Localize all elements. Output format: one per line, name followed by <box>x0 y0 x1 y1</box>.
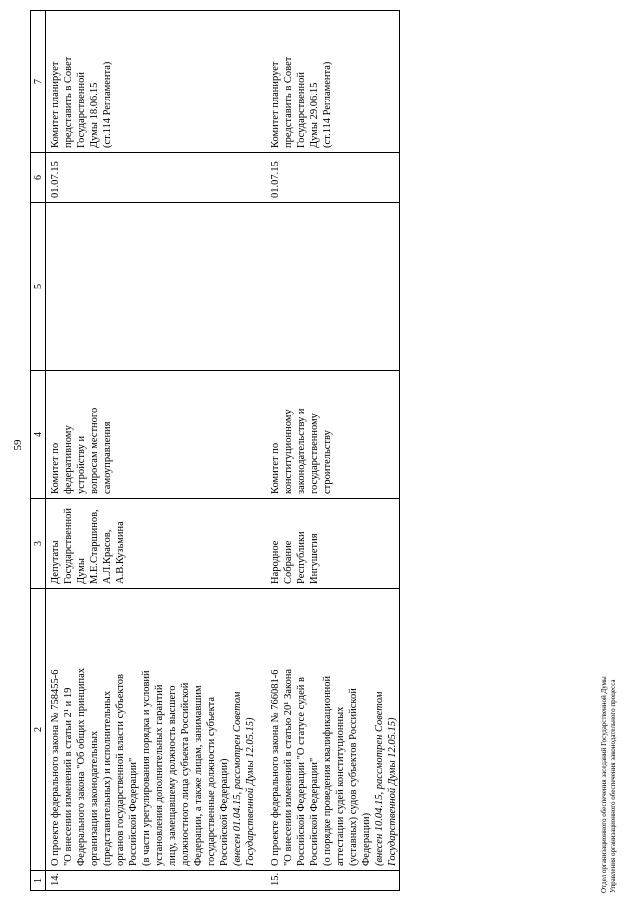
bill-title-line: Российской Федерации) <box>219 758 230 866</box>
table-row <box>267 11 400 891</box>
bill-title-line: "О внесении изменений в статью 20¹ Закона <box>283 668 294 866</box>
committee-cell <box>46 371 268 499</box>
bill-title-line: организации законодательных <box>89 730 100 866</box>
initiator-line: Думы <box>76 558 87 584</box>
bill-title-cell <box>46 589 268 871</box>
bill-title-line: Федерации) <box>361 812 372 866</box>
date-cell <box>46 153 268 203</box>
committee-line: вопросам местного <box>89 407 100 494</box>
plan-line: Государственной <box>76 72 87 148</box>
date-value: 01.07.15 <box>270 161 281 198</box>
column-number: 3 <box>31 499 46 589</box>
column-number: 5 <box>31 203 46 371</box>
initiator-line: Ингушетия <box>309 533 320 584</box>
plan-cell <box>46 11 268 153</box>
column-number: 6 <box>31 153 46 203</box>
initiator-line: М.Е.Старшинов, <box>89 509 100 584</box>
committee-line: устройству и <box>76 435 87 494</box>
bill-title-line: (в части урегулирования порядка и условий <box>141 670 152 866</box>
plan-line: Комитет планирует <box>270 61 281 148</box>
bill-title-line: государственные должности субъекта <box>206 696 217 866</box>
plan-line: представить в Совет <box>283 56 294 148</box>
initiator-cell <box>267 499 400 589</box>
bill-title-line: Федерации, а также лицам, занимавшим <box>193 685 204 866</box>
committee-line: Комитет по <box>50 442 61 494</box>
bill-title-line: Российской Федерации" <box>128 757 139 866</box>
bill-title-line: О проекте федерального закона № 758455-6 <box>50 669 61 866</box>
bill-title-line: Федерального закона "Об общих принципах <box>76 667 87 866</box>
plan-line: Государственной <box>296 72 307 148</box>
initiator-line: Республики <box>296 531 307 584</box>
bill-note-line: (внесен 10.04.15, рассмотрен Советом <box>374 691 385 866</box>
bill-title-line: (о порядке проведения квалификационной <box>322 675 333 866</box>
column-number: 1 <box>31 871 46 891</box>
initiator-line: Депутаты <box>50 540 61 584</box>
committee-line: государственному <box>309 413 320 494</box>
committee-line: законодательству и <box>296 408 307 494</box>
column-number-row <box>31 11 46 891</box>
column-number: 2 <box>31 589 46 871</box>
bill-title-line: О проекте федерального закона № 766081-6 <box>270 669 281 866</box>
committee-line: строительству <box>322 430 333 494</box>
column-number: 4 <box>31 371 46 499</box>
bill-title-cell <box>267 589 400 871</box>
plan-line: (ст.114 Регламента) <box>322 61 333 148</box>
column-5-cell <box>267 203 400 371</box>
row-number-cell <box>267 871 400 891</box>
row-number-cell <box>46 871 268 891</box>
bill-title-line: лицу, замещавшему должность высшего <box>167 685 178 866</box>
bill-title-line: аттестации судей конституционных <box>335 706 346 866</box>
footer <box>600 676 618 893</box>
plan-cell <box>267 11 400 153</box>
committee-line: самоуправления <box>102 421 113 494</box>
legislation-table <box>30 10 400 891</box>
bill-note-line: Государственной Думы 12.05.15) <box>387 717 398 866</box>
date-value: 01.07.15 <box>50 161 61 198</box>
table-row <box>46 11 268 891</box>
initiator-line: А.В.Кузьмина <box>115 521 126 584</box>
bill-title-line: Российской Федерации" <box>309 757 320 866</box>
committee-cell <box>267 371 400 499</box>
bill-title-line: "О внесении изменений в статьи 2¹ и 19 <box>63 687 74 866</box>
column-5-cell <box>46 203 268 371</box>
bill-note-line: Государственной Думы 12.05.15) <box>245 717 256 866</box>
initiator-line: Государственной <box>63 508 74 584</box>
plan-line: Комитет планирует <box>50 61 61 148</box>
committee-line: Комитет по <box>270 442 281 494</box>
plan-line: (ст.114 Регламента) <box>102 61 113 148</box>
plan-line: Думы 29.06.15 <box>309 82 320 148</box>
bill-title-line: установления дополнительных гарантий <box>154 684 165 866</box>
bill-note-line: (внесен 01.04.15, рассмотрен Советом <box>232 691 243 866</box>
page-number: 59 <box>12 439 24 451</box>
plan-line: представить в Совет <box>63 56 74 148</box>
bill-title-line: Российской Федерации "О статусе судей в <box>296 677 307 866</box>
bill-title-line: (представительных) и исполнительных <box>102 690 113 866</box>
footer-line: Отдел организационного обеспечения заседаний Государственной Думы <box>600 676 608 893</box>
bill-title-line: (уставных) судов субъектов Российской <box>348 688 359 866</box>
bill-title-line: органов государственной власти субъектов <box>115 673 126 866</box>
date-cell <box>267 153 400 203</box>
column-number: 7 <box>31 11 46 153</box>
initiator-cell <box>46 499 268 589</box>
row-number: 15. <box>270 872 281 886</box>
plan-line: Думы 18.06.15 <box>89 82 100 148</box>
row-number: 14. <box>50 872 61 886</box>
footer-line: Управления организационного обеспечения законодательного процесса <box>609 679 617 893</box>
committee-line: конституционному <box>283 409 294 494</box>
committee-line: федеративному <box>63 425 74 494</box>
initiator-line: Народное Собрание <box>270 540 294 584</box>
initiator-line: А.Л.Красов, <box>102 529 113 584</box>
bill-title-line: должностного лица субъекта Российской <box>180 682 191 866</box>
